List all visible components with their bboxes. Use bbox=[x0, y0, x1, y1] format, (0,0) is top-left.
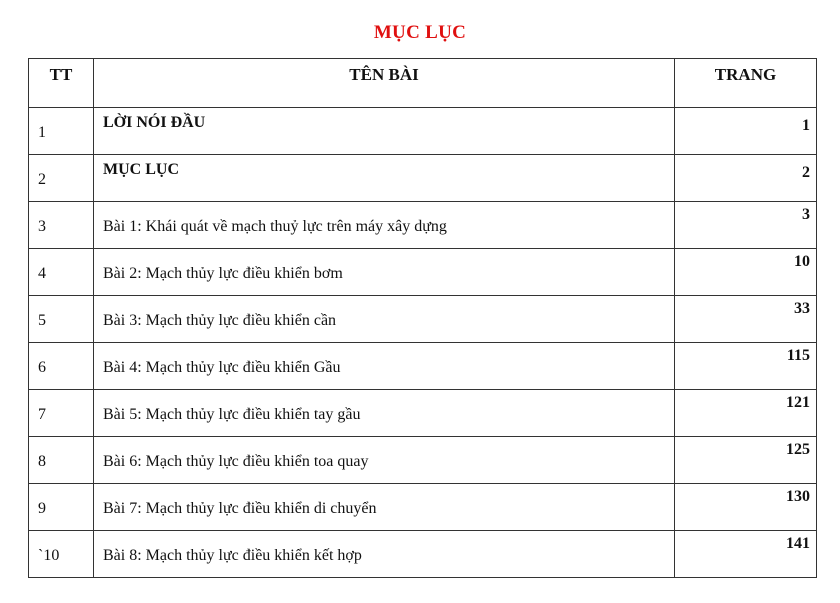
lesson-title: Bài 4: Mạch thủy lực điều khiển Gầu bbox=[94, 343, 675, 390]
table-row bbox=[29, 202, 817, 249]
page-number: 141 bbox=[675, 531, 817, 578]
row-number: 9 bbox=[29, 484, 94, 531]
row-number: 3 bbox=[29, 202, 94, 249]
page-number: 2 bbox=[675, 155, 817, 202]
page-number: 3 bbox=[675, 202, 817, 249]
lesson-title: Bài 1: Khái quát về mạch thuỷ lực trên máy xây dựng bbox=[94, 202, 675, 249]
table-row bbox=[29, 531, 817, 578]
page-number: 115 bbox=[675, 343, 817, 390]
lesson-title: LỜI NÓI ĐẦU bbox=[94, 108, 675, 155]
page-number: 125 bbox=[675, 437, 817, 484]
row-number: 4 bbox=[29, 249, 94, 296]
row-number: 5 bbox=[29, 296, 94, 343]
page-number: 10 bbox=[675, 249, 817, 296]
column-header-tt: TT bbox=[29, 59, 94, 108]
table-row bbox=[29, 155, 817, 202]
page-number: 1 bbox=[675, 108, 817, 155]
row-number: 8 bbox=[29, 437, 94, 484]
lesson-title: Bài 8: Mạch thủy lực điều khiển kết hợp bbox=[94, 531, 675, 578]
row-number: 6 bbox=[29, 343, 94, 390]
lesson-title: MỤC LỤC bbox=[94, 155, 675, 202]
page-number: 33 bbox=[675, 296, 817, 343]
row-number: 2 bbox=[29, 155, 94, 202]
row-number: 7 bbox=[29, 390, 94, 437]
column-header-name: TÊN BÀI bbox=[94, 59, 675, 108]
lesson-title: Bài 3: Mạch thủy lực điều khiển cần bbox=[94, 296, 675, 343]
table-row bbox=[29, 484, 817, 531]
table-header-row bbox=[29, 59, 817, 108]
table-row bbox=[29, 390, 817, 437]
lesson-title: Bài 5: Mạch thủy lực điều khiển tay gầu bbox=[94, 390, 675, 437]
lesson-title: Bài 7: Mạch thủy lực điều khiển di chuyển bbox=[94, 484, 675, 531]
table-row bbox=[29, 296, 817, 343]
page-number: 121 bbox=[675, 390, 817, 437]
lesson-title: Bài 6: Mạch thủy lực điều khiển toa quay bbox=[94, 437, 675, 484]
table-row bbox=[29, 437, 817, 484]
table-row bbox=[29, 249, 817, 296]
row-number: `10 bbox=[29, 531, 94, 578]
page-number: 130 bbox=[675, 484, 817, 531]
row-number: 1 bbox=[29, 108, 94, 155]
column-header-page: TRANG bbox=[675, 59, 817, 108]
lesson-title: Bài 2: Mạch thủy lực điều khiển bơm bbox=[94, 249, 675, 296]
table-of-contents bbox=[28, 58, 817, 578]
page-title: MỤC LỤC bbox=[373, 22, 467, 43]
table-row bbox=[29, 343, 817, 390]
table-row bbox=[29, 108, 817, 155]
